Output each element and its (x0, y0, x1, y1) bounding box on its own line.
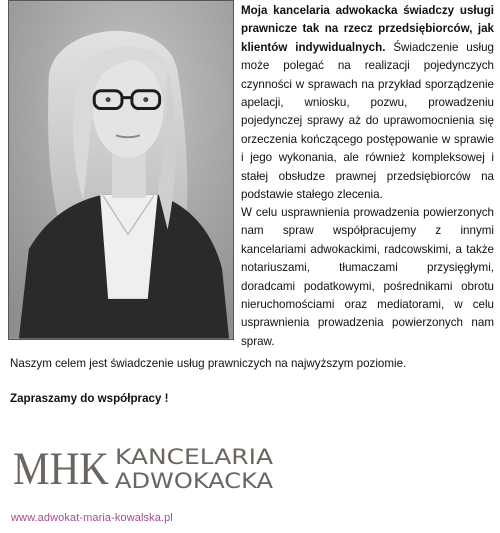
goal-statement: Naszym celem jest świadczenie usług prawniczych na najwyższym poziomie. (10, 357, 407, 370)
intro-bold-lead: Moja kancelaria adwokacka świadczy usługi prawnicze tak na rzecz przedsiębiorców, jak klientów indywidualnych. (241, 4, 494, 54)
portrait-illustration (9, 1, 233, 339)
logo-line-kancelaria: KANCELARIA (115, 445, 274, 469)
invitation-text: Zapraszamy do współpracy ! (10, 392, 169, 405)
logo-monogram: MHK (13, 443, 110, 492)
intro-text: Świadczenie usług może polegać na realizacji pojedynczych czynności w sprawach na przykład sporządzenie apelacji, wniosku, pozwu, prowadzeniu pojedynczej sprawy aż do uprawomocnienia się orzeczenia kończącego postępowanie w sprawie i jego wykonania, ale również kompleksowej i stałej obsłudze prawnej przedsiębiorców na podstawie stałego zlecenia. (241, 40, 495, 202)
intro-paragraph (241, 2, 494, 204)
logo-line-adwokacka: ADWOKACKA (115, 469, 274, 492)
website-link[interactable]: www.adwokat-maria-kowalska.pl (11, 512, 173, 524)
cooperation-paragraph: W celu usprawnienia prowadzenia powierzonych nam spraw współpracujemy z innymi kancelariami adwokackimi, radcowskimi, a także notariuszami, tłumaczami przysięgłymi, doradcami podatkowymi, pośrednikami obrotu nieruchomościami oraz mediatorami, w celu usprawnienia prowadzenia powierzonych nam spraw. (241, 206, 494, 348)
firm-logo (13, 442, 283, 492)
lawyer-portrait-photo (8, 0, 234, 340)
